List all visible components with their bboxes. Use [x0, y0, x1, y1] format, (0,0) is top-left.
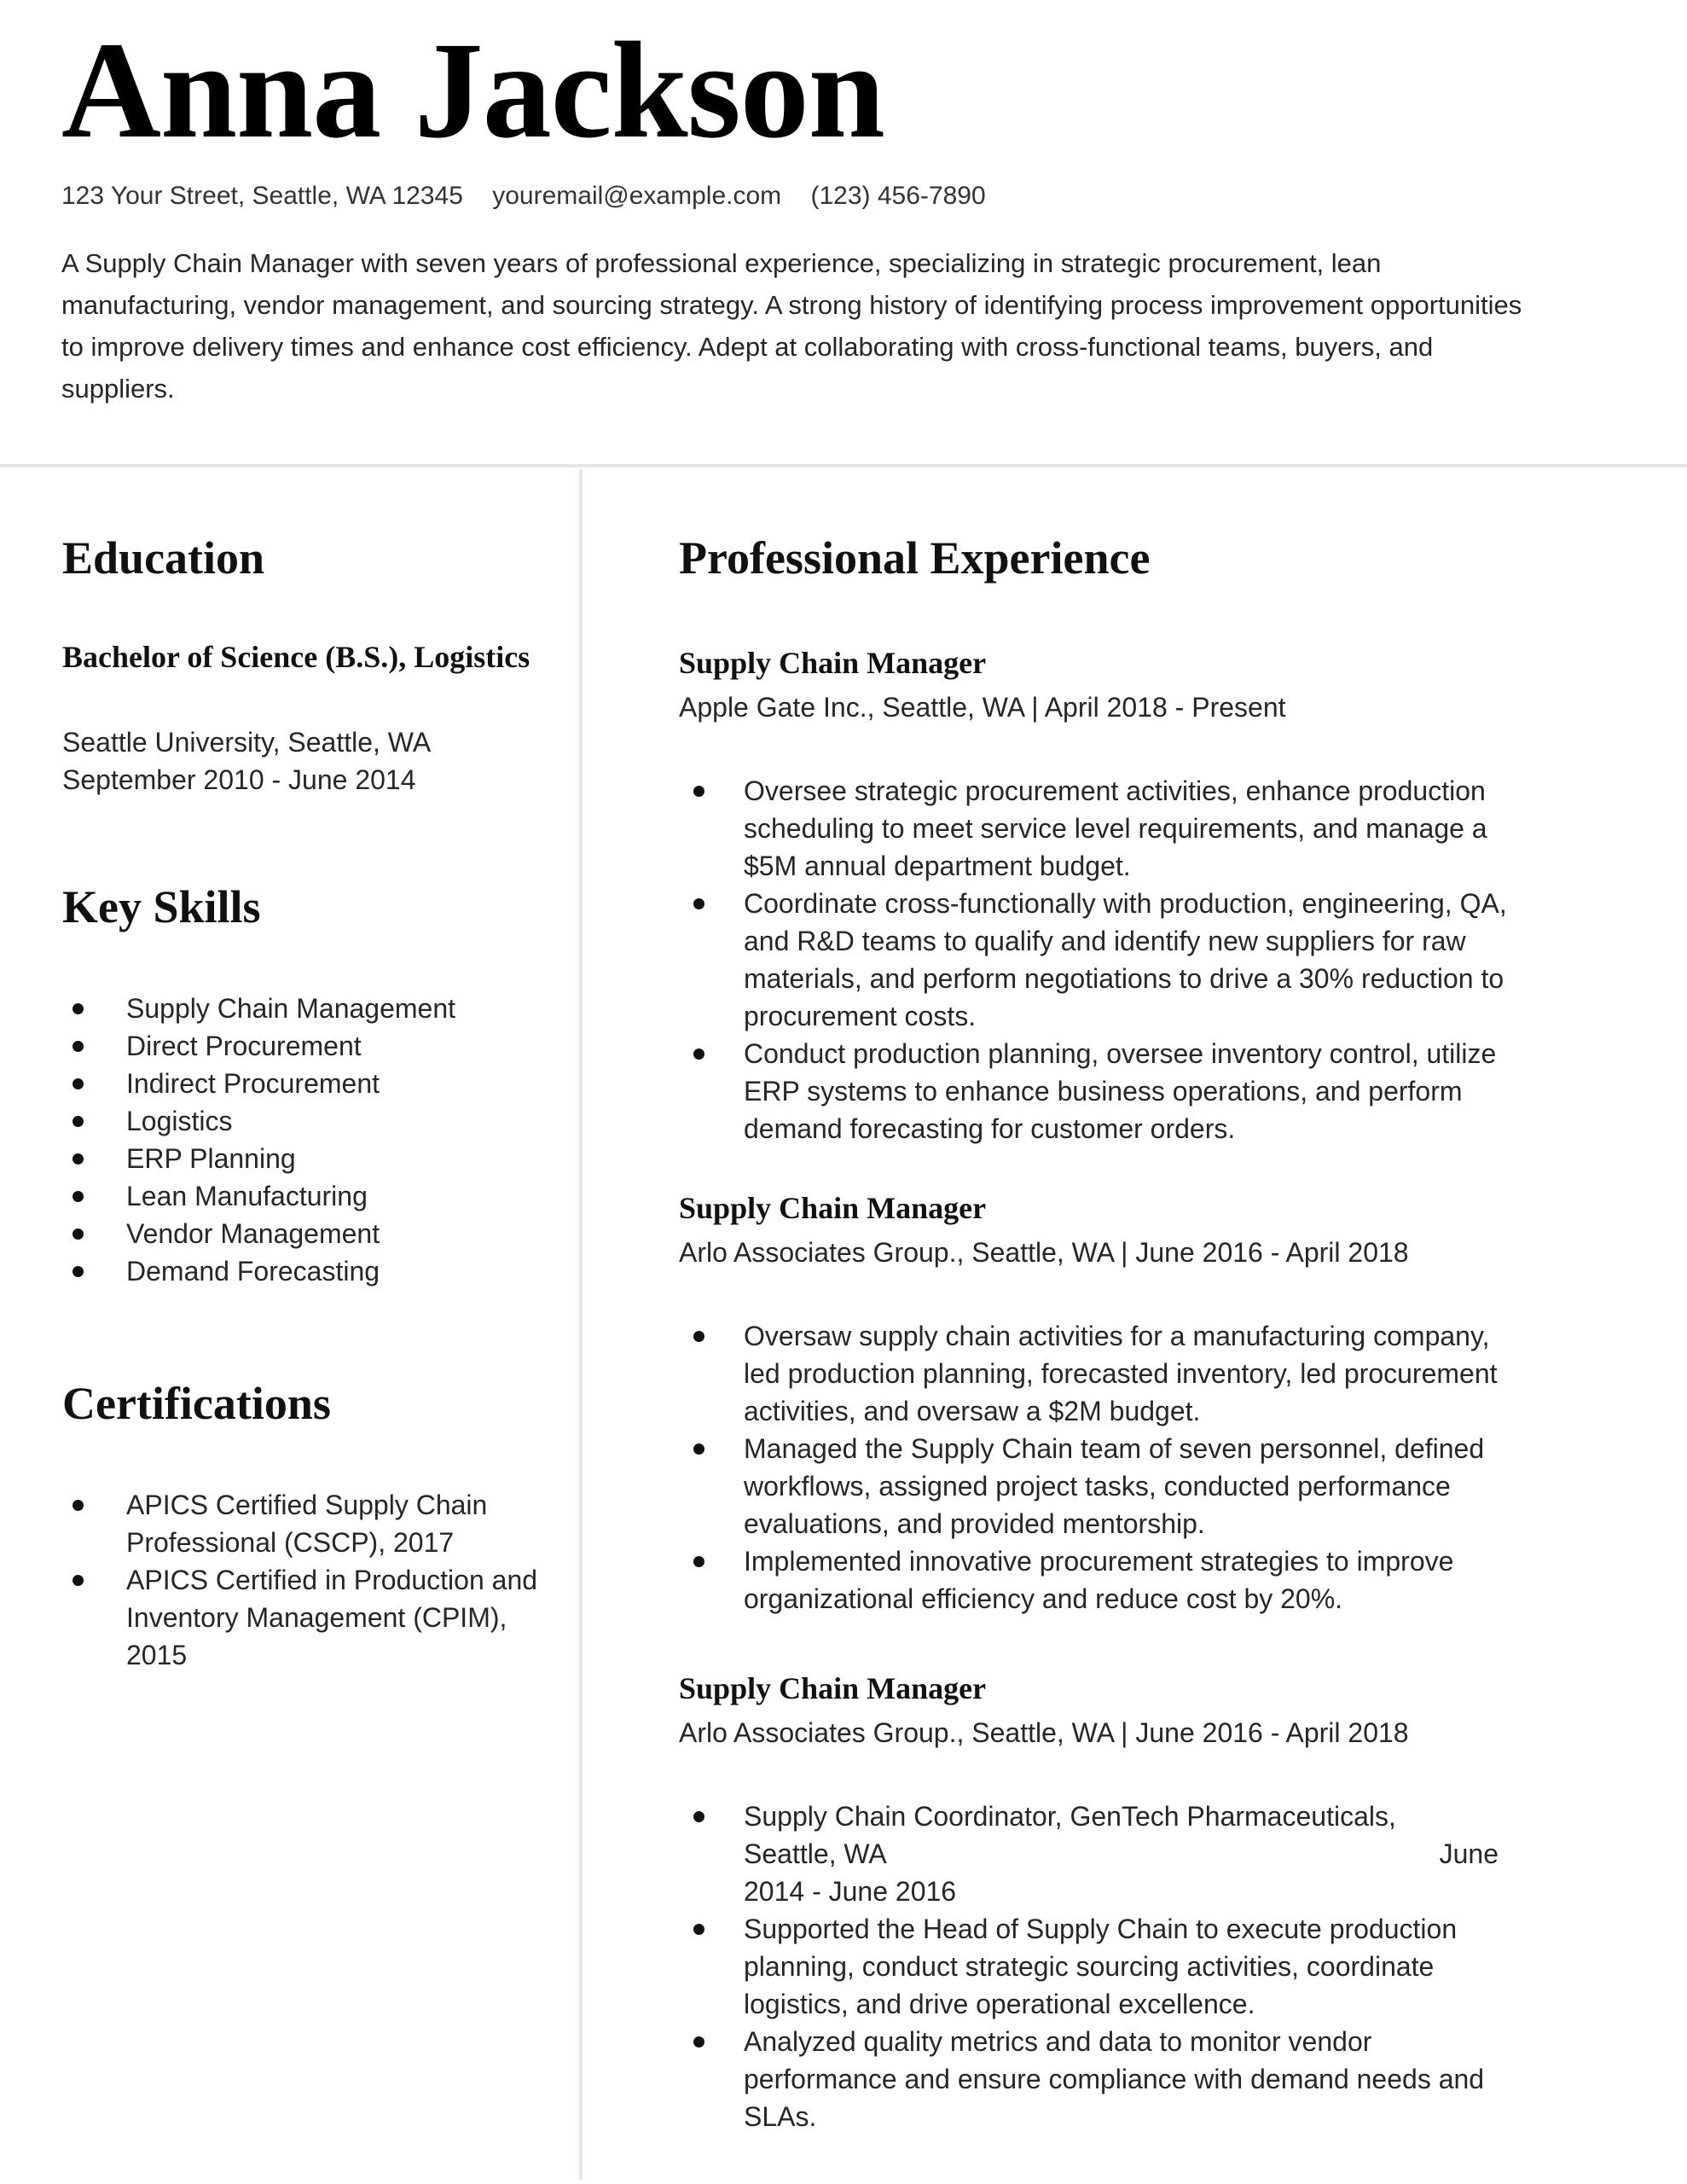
list-item: APICS Certified in Production and Inventory Management (CPIM), 2015	[62, 1561, 540, 1674]
job-company-dates: Arlo Associates Group., Seattle, WA | June 2016 - April 2018	[679, 1237, 1409, 1268]
contact-line	[61, 179, 1008, 213]
candidate-name: Anna Jackson	[61, 15, 884, 167]
column-divider	[579, 469, 583, 2180]
list-item: Logistics	[62, 1102, 557, 1140]
bullet-icon	[72, 1003, 84, 1014]
bullet-icon	[693, 1811, 704, 1822]
list-item: APICS Certified Supply Chain Professional (CSCP), 2017	[62, 1486, 540, 1561]
education-school: Seattle University, Seattle, WA	[62, 727, 432, 758]
bullet-icon	[72, 1153, 84, 1165]
professional-summary: A Supply Chain Manager with seven years of professional experience, specializing in strategic procurement, lean manufacturing, vendor management, and sourcing strategy. A strong history of identifying process improvement opportunities to improve delivery times and enhance cost efficiency. Adept at collaborating with cross-functional teams, buyers, and suppliers.	[61, 248, 1522, 404]
bullet-icon	[693, 898, 704, 909]
bullet-icon	[693, 1331, 704, 1342]
bullet-icon	[72, 1266, 84, 1277]
contact-phone: (123) 456-7890	[810, 182, 986, 210]
job-title: Supply Chain Manager	[679, 1191, 987, 1225]
bullet-icon	[693, 1556, 704, 1567]
job-title: Supply Chain Manager	[679, 1671, 987, 1705]
list-item: Lean Manufacturing	[62, 1177, 557, 1215]
job-bullets	[679, 1317, 1523, 1618]
list-item: Vendor Management	[62, 1215, 557, 1252]
certifications-list	[62, 1486, 540, 1674]
skills-list	[62, 990, 557, 1290]
bullet-icon	[72, 1078, 84, 1089]
list-item: Supply Chain Coordinator, GenTech Pharmaceuticals, Seattle, WA June 2014 - June 2016	[679, 1798, 1523, 1910]
list-item: Oversee strategic procurement activities, enhance production scheduling to meet service level requirements, and manage a $5M annual department budget.	[679, 772, 1523, 885]
horizontal-divider	[0, 464, 1687, 468]
job-title: Supply Chain Manager	[679, 646, 987, 680]
bullet-icon	[72, 1575, 84, 1586]
education-heading: Education	[62, 532, 265, 584]
list-item: Supply Chain Management	[62, 990, 557, 1027]
list-item: Oversaw supply chain activities for a manufacturing company, led production planning, forecasted inventory, led procurement activities, and oversaw a $2M budget.	[679, 1317, 1523, 1430]
bullet-icon	[693, 786, 704, 797]
skills-heading: Key Skills	[62, 881, 261, 932]
bullet-icon	[693, 1924, 704, 1935]
bullet-icon	[693, 2036, 704, 2048]
bullet-icon	[72, 1191, 84, 1202]
list-item: Coordinate cross-functionally with production, engineering, QA, and R&D teams to qualify and identify new suppliers for raw materials, and perform negotiations to drive a 30% reduction to procurement costs.	[679, 885, 1523, 1035]
list-item: Implemented innovative procurement strategies to improve organizational efficiency and reduce cost by 20%.	[679, 1542, 1523, 1618]
bullet-icon	[693, 1443, 704, 1455]
list-item: Demand Forecasting	[62, 1252, 557, 1290]
list-item: Supported the Head of Supply Chain to execute production planning, conduct strategic sourcing activities, coordinate logistics, and drive operational excellence.	[679, 1910, 1523, 2023]
certifications-heading: Certifications	[62, 1378, 331, 1429]
list-item: Indirect Procurement	[62, 1065, 557, 1102]
job-bullets	[679, 1798, 1523, 2135]
job-bullets	[679, 772, 1523, 1147]
list-item: Managed the Supply Chain team of seven personnel, defined workflows, assigned project tasks, conducted performance evaluations, and provided mentorship.	[679, 1430, 1523, 1542]
bullet-icon	[693, 1048, 704, 1060]
education-degree: Bachelor of Science (B.S.), Logistics	[62, 640, 530, 674]
experience-heading: Professional Experience	[679, 532, 1151, 584]
list-item: ERP Planning	[62, 1140, 557, 1177]
education-dates: September 2010 - June 2014	[62, 764, 416, 795]
bullet-icon	[72, 1500, 84, 1511]
contact-email: youremail@example.com	[492, 182, 782, 210]
bullet-icon	[72, 1041, 84, 1052]
contact-address: 123 Your Street, Seattle, WA 12345	[61, 182, 463, 210]
job-company-dates: Apple Gate Inc., Seattle, WA | April 2018 - Present	[679, 692, 1286, 723]
list-item: Analyzed quality metrics and data to monitor vendor performance and ensure compliance with demand needs and SLAs.	[679, 2023, 1523, 2135]
bullet-icon	[72, 1116, 84, 1127]
job-company-dates: Arlo Associates Group., Seattle, WA | June 2016 - April 2018	[679, 1717, 1409, 1748]
bullet-icon	[72, 1228, 84, 1240]
list-item: Direct Procurement	[62, 1027, 557, 1065]
list-item: Conduct production planning, oversee inventory control, utilize ERP systems to enhance business operations, and perform demand forecasting for customer orders.	[679, 1035, 1523, 1147]
